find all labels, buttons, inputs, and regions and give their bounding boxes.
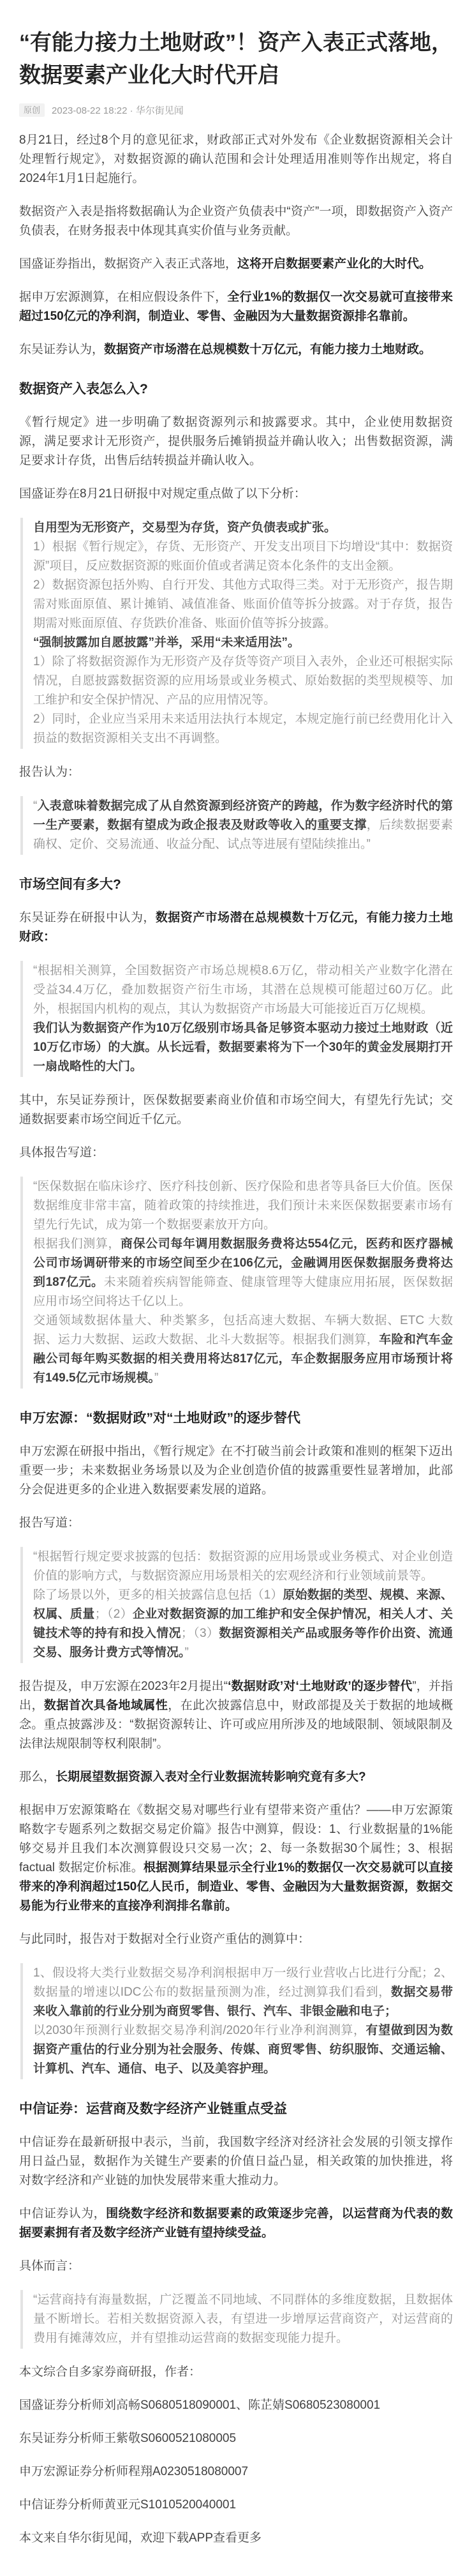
quote-paragraph	[33, 797, 453, 854]
page-title: “有能力接力土地财政”！资产入表正式落地，数据要素产业化大时代开启	[19, 31, 453, 87]
article-paragraph	[19, 255, 453, 274]
bold-text: 数据资产市场潜在总规模数十万亿元，有能力接力土地财政：	[19, 911, 453, 944]
quote-paragraph	[33, 576, 453, 633]
text: 根据申万宏源策略在《数据交易对哪些行业有望带来资产重估？——申万宏源策略数字专题系列之数据交易定价篇》报告中测算，假设：1、行业数据量的1%能够交易并且我们本次测算假设只交易一次；2、每一条数据30个属性；3、根据factual 数据定价标准。	[19, 1804, 453, 1874]
text: 1）根据《暂行规定》，存货、无形资产、开发支出项目下均增设“其中：数据资源”项目，反应数据资源的账面价值或者满足资本化条件的支出金额。	[33, 540, 453, 573]
quote-paragraph	[33, 2291, 453, 2348]
article-paragraph	[19, 413, 453, 471]
article-paragraph	[19, 340, 453, 359]
text: 报告提及，申万宏源在2023年2月提出“	[19, 1680, 228, 1693]
article-paragraph	[19, 1143, 453, 1163]
quote-block	[20, 1963, 453, 2079]
quote-paragraph	[33, 1235, 453, 1311]
text: ”，并指出，	[19, 1680, 453, 1712]
text: 8月21日，经过8个月的意见征求，财政部正式对外发布《企业数据资源相关会计处理暂行规定》，对数据资源的确认范围和会计处理适用准则等作出规定，将自2024年1月1日起施行。	[19, 133, 453, 185]
bold-text: ‘数据财政’对‘土地财政’的逐步替代	[228, 1680, 413, 1693]
bold-text: 有望做到因为数据资产重估的行业分别为社会服务、传媒、商贸零售、纺织服饰、交通运输、计算机、汽车、通信、电子、以及美容护理。	[33, 2024, 453, 2075]
article-paragraph	[19, 1801, 453, 1916]
text: 2）数据资源包括外购、自行开发、其他方式取得三类。对于无形资产，报告期需对账面原值、累计摊销、减值准备、账面价值等拆分披露。对于存货，报告期需对账面原值、存货跌价准备、账面价值等拆分披露。	[33, 578, 453, 630]
article-paragraph	[19, 2496, 453, 2515]
quote-paragraph	[33, 1311, 453, 1388]
article-paragraph	[19, 2363, 453, 2382]
text: 《暂行规定》进一步明确了数据资源列示和披露要求。其中，企业使用数据资源，满足要求计无形资产，提供服务后摊销损益并确认收入；出售数据资源，满足要求计存货，出售后结转损益并确认收入。	[19, 416, 453, 467]
section-heading	[19, 380, 453, 399]
bold-text: 长期展望数据资源入表对全行业数据流转影响究竟有多大?	[55, 1770, 366, 1784]
article-paragraph	[19, 1091, 453, 1129]
text: 本文综合自多家券商研报，作者：	[19, 2365, 202, 2379]
text: 国盛证券在8月21日研报中对规定重点做了以下分析：	[19, 487, 306, 501]
bold-text: 原始数据的类型、规模、来源、权属、质量	[33, 1588, 453, 1621]
quote-block	[20, 961, 453, 1077]
text: “根据暂行规定要求披露的包括：数据资源的应用场景或业务模式、对企业创造价值的影响方式，与数据资源应用场景相关的宏观经济和行业领域前景等。	[33, 1550, 453, 1583]
section-heading	[19, 1409, 453, 1428]
text: 据申万宏源测算，在相应假设条件下，	[19, 290, 228, 304]
bold-text: 商保公司每年调用数据服务费将达554亿元，医药和医疗器械公司市场调研带来的市场空间至少在106亿元，金融调用医保数据服务费将达到187亿元。	[33, 1237, 453, 1289]
text: ”	[154, 1371, 159, 1385]
quote-block	[20, 796, 453, 855]
bold-text: 数据资源相关产品或服务等作价出资、流通交易、服务计费方式等情况。	[33, 1627, 453, 1659]
article-paragraph	[19, 1677, 453, 1754]
text: 报告认为：	[19, 765, 80, 779]
text: 本文来自华尔街见闻，欢迎下载APP查看更多	[19, 2531, 262, 2545]
article-paragraph	[19, 202, 453, 241]
bold-text: 市场空间有多大?	[19, 877, 121, 892]
text: 那么，	[19, 1770, 56, 1784]
quote-paragraph	[33, 538, 453, 576]
quote-paragraph	[33, 2021, 453, 2079]
text: ，后续数据要素确权、定价、交易流通、收益分配、试点等进展有望陆续推出。”	[33, 818, 453, 851]
bold-text: 围绕数字经济和数据要素的政策逐步完善，以运营商为代表的数据要素拥有者及数字经济产业链有望持续受益。	[19, 2207, 453, 2240]
text: 其中，东吴证券预计，医保数据要素商业价值和市场空间大，有望先行先试；交通数据要素市场空间近千亿元。	[19, 1094, 453, 1126]
text: ；（3）	[181, 1627, 219, 1640]
text: 申万宏源在研报中指出，《暂行规定》在不打破当前会计政策和准则的框架下迈出重要一步；未来数据业务场景以及为企业创造价值的披露重要性显著增加，此部分会促进更多的企业进入数据要素发展的道路。	[19, 1445, 453, 1496]
quote-block	[20, 518, 453, 749]
text: 东吴证券在研报中认为，	[19, 911, 156, 924]
bold-text: 自用型为无形资产，交易型为存货，资产负债表或扩张。	[33, 521, 337, 534]
text: ；（2）	[94, 1608, 133, 1621]
quote-block	[20, 1177, 453, 1389]
bold-text: 数据交易带来收入靠前的行业分别为商贸零售、银行、汽车、非银金融和电子；	[33, 1985, 453, 2018]
bold-text: 数据首次具备地域属性	[43, 1699, 168, 1712]
article-paragraph	[19, 2529, 453, 2548]
article-paragraph	[19, 288, 453, 326]
article-paragraph	[19, 1930, 453, 1949]
article-paragraph	[19, 2257, 453, 2276]
text: “根据相关测算，全国数据资产市场总规模8.6万亿，带动相关产业数字化潜在受益34.4万亿，叠加数据资产衍生市场，其潜在总规模可能超过60万亿。此外，根据国内机构的观点，其认为数据资产市场最大可能接近百万亿规模。	[33, 964, 453, 1016]
text: 国盛证券指出，数据资产入表正式落地，	[19, 257, 238, 271]
bold-text: 数据资产市场潜在总规模数十万亿元，有能力接力土地财政。	[104, 343, 432, 356]
text: 1、假设将大类行业数据交易净利润根据申万一级行业营收占比进行分配；2、数据量的增速以IDC公布的数据量预测为准，经过测算我们看到，	[33, 1966, 453, 1999]
section-heading	[19, 2100, 453, 2119]
publish-datetime-source: 2023-08-22 18:22 · 华尔街见闻	[52, 105, 184, 116]
text: 未来随着疾病智能筛查、健康管理等大健康应用拓展，医保数据应用市场空间将达千亿以上。	[33, 1276, 453, 1308]
text: 中信证券在最新研报中表示，当前，我国数字经济对经济社会发展的引领支撑作用日益凸显，数据作为关键生产要素的价值日益凸显，相关政策的加快推进，将对数字经济和产业链的加快发展带来重大推动力。	[19, 2135, 453, 2187]
quote-paragraph	[33, 1019, 453, 1076]
text: “医保数据在临床诊疗、医疗科技创新、医疗保险和患者等具备巨大价值。医保数据维度非常丰富，随着政策的持续推进，我们预计未来医保数据要素市场有望先行先试，成为第一个数据要素放开方向。	[33, 1180, 453, 1232]
bold-text: “强制披露加自愿披露”并举，采用“未来适用法”。	[33, 636, 300, 649]
quote-paragraph	[33, 961, 453, 1019]
bold-text: 车险和汽车金融公司每年购买数据的相关费用将达817亿元，车企数据服务应用市场预计将有149.5亿元市场规模。	[33, 1333, 453, 1385]
article-paragraph	[19, 1442, 453, 1500]
article-paragraph	[19, 2396, 453, 2415]
text: 数据资产入表是指将数据确认为企业资产负债表中“资产”一项，即数据资产入资产负债表，在财务报表中体现其真实价值与业务贡献。	[19, 205, 453, 237]
section-heading	[19, 875, 453, 894]
original-badge: 原创	[19, 103, 45, 117]
text: 除了场景以外，更多的相关披露信息包括（1）	[33, 1588, 283, 1602]
text: 东吴证券认为，	[19, 343, 105, 356]
article-paragraph	[19, 2133, 453, 2190]
article-paragraph	[19, 485, 453, 504]
quote-paragraph	[33, 633, 453, 652]
quote-paragraph	[33, 1964, 453, 2021]
article-paragraph	[19, 1768, 453, 1787]
quote-paragraph	[33, 652, 453, 710]
text: 东吴证券分析师王紫敬S0600521080005	[19, 2432, 237, 2445]
text: “	[33, 799, 38, 813]
text: 2）同时，企业应当采用未来适用法执行本规定，本规定施行前已经费用化计入损益的数据资源相关支出不再调整。	[33, 712, 453, 745]
text: 国盛证券分析师刘高畅S0680518090001、陈芷婧S0680523080001	[19, 2399, 381, 2412]
quote-paragraph	[33, 710, 453, 748]
bold-text: 企业对数据资源的加工维护和安全保护情况，相关人才、关键技术等的持有和投入情况	[33, 1608, 453, 1640]
article-body	[19, 131, 453, 2548]
text: 根据我们测算，	[33, 1237, 121, 1251]
text: 以2030年预测行业数据交易净利润/2020年行业净利润测算，	[33, 2024, 366, 2037]
bold-text: 这将开启数据要素产业化的大时代。	[237, 257, 432, 271]
bold-text: 数据资产入表怎么入?	[19, 382, 148, 396]
quote-paragraph	[33, 1177, 453, 1235]
text: 交通领域数据体量大、种类繁多，包括高速大数据、车辆大数据、ETC 大数据、运力大数据、运政大数据、北斗大数据等。根据我们测算，	[33, 1314, 453, 1346]
article-paragraph	[19, 2204, 453, 2243]
text: ，在此次披露信息中，财政部提及关于数据的地域概念。重点披露涉及：“数据资源转让、许可或应用所涉及的地域限制、领域限制及法律法规限制等权利限制”。	[19, 1699, 453, 1751]
bold-text: 中信证券：运营商及数字经济产业链重点受益	[19, 2102, 287, 2116]
text: 与此同时，报告对于数据对全行业资产重估的测算中：	[19, 1932, 311, 1946]
bold-text: 全行业1%的数据仅一次交易就可直接带来超过150亿元的净利润，制造业、零售、金融因为大量数据资源排名靠前。	[19, 290, 453, 323]
article-paragraph	[19, 763, 453, 782]
quote-block	[20, 2290, 453, 2349]
text: 1）除了将数据资源作为无形资产及存货等资产项目入表外，企业还可根据实际情况，自愿披露数据资源的应用场景或业务模式、原始数据的类型规模等、加工维护和安全保护情况、产品的应用情况等。	[33, 655, 453, 707]
text: 具体报告写道：	[19, 1146, 105, 1159]
quote-paragraph	[33, 1548, 453, 1586]
text: 申万宏源证券分析师程翔A0230518080007	[19, 2465, 249, 2478]
text: 中信证券分析师黄亚元S1010520040001	[19, 2498, 237, 2512]
article-meta	[19, 103, 453, 117]
article-paragraph	[19, 131, 453, 188]
article-paragraph	[19, 2429, 453, 2448]
article-paragraph	[19, 908, 453, 947]
quote-block	[20, 1547, 453, 1663]
bold-text: 申万宏源：“数据财政”对“土地财政”的逐步替代	[19, 1411, 300, 1426]
article-paragraph	[19, 2462, 453, 2482]
text: ”	[184, 1646, 189, 1659]
text: 报告写道：	[19, 1516, 80, 1530]
bold-text: 入表意味着数据完成了从自然资源到经济资产的跨越，作为数字经济时代的第一生产要素，数据有望成为政企报表及财政等收入的重要支撑	[33, 799, 453, 832]
quote-paragraph	[33, 1586, 453, 1662]
text: 具体而言：	[19, 2259, 80, 2273]
text: 中信证券认为，	[19, 2207, 107, 2220]
article-paragraph	[19, 1514, 453, 1533]
text: “运营商持有海量数据，广泛覆盖不同地域、不同群体的多维度数据，且数据体量不断增长。若相关数据资源入表，有望进一步增厚运营商资产，对运营商的费用有摊薄效应，并有望推动运营商的数据变现能力提升。	[33, 2293, 453, 2345]
quote-paragraph	[33, 518, 453, 538]
bold-text: 根据测算结果显示全行业1%的数据仅一次交易就可以直接带来的净利润超过150亿人民币，制造业、零售、金融因为大量数据资源，数据交易能为行业带来的直接净利润排名靠前。	[19, 1861, 453, 1913]
bold-text: 我们认为数据资产作为10万亿级别市场具备足够资本驱动力接过土地财政（近10万亿市场）的大旗。从长远看，数据要素将为下一个30年的黄金发展期打开一扇战略性的大门。	[33, 1021, 453, 1073]
